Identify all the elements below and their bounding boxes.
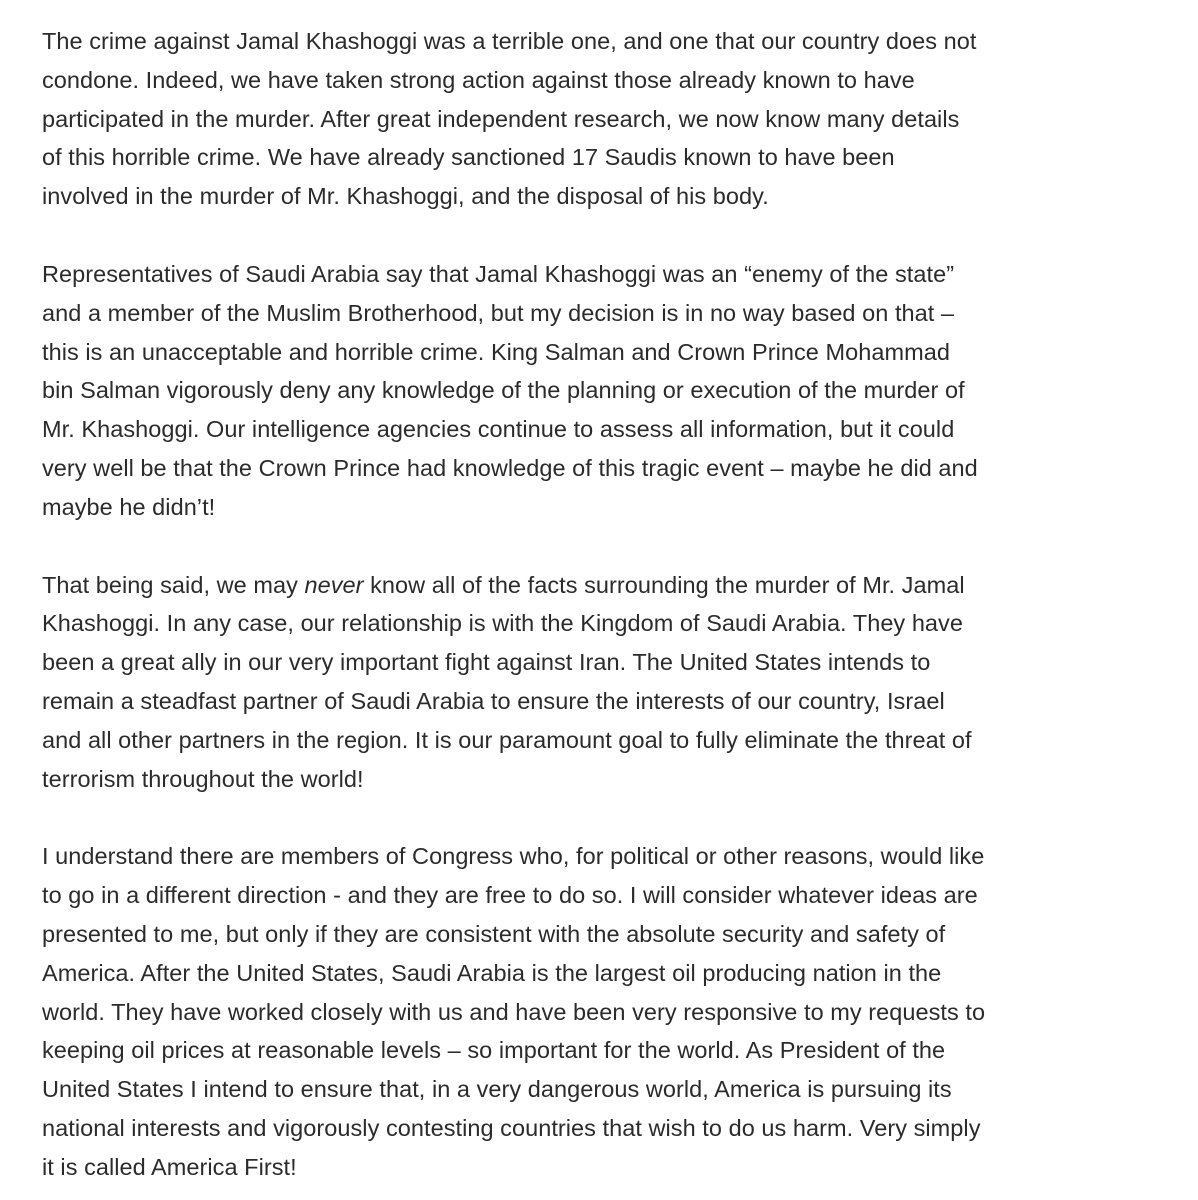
paragraph-4 <box>42 837 1168 1186</box>
text-line: remain a steadfast partner of Saudi Arabia to ensure the interests of our country, Israel <box>42 687 945 714</box>
text-line: involved in the murder of Mr. Khashoggi, and the disposal of his body. <box>42 183 769 210</box>
text-line: of this horrible crime. We have already sanctioned 17 Saudis known to have been <box>42 144 895 171</box>
text-line: The crime against Jamal Khashoggi was a terrible one, and one that our country does not <box>42 28 977 54</box>
text-line: America. After the United States, Saudi Arabia is the largest oil producing nation in the <box>42 959 942 986</box>
text-line: to go in a different direction - and they are free to do so. I will consider whatever ideas are <box>42 882 978 909</box>
text-line: keeping oil prices at reasonable levels – so important for the world. As President of the <box>42 1037 946 1064</box>
paragraph-2 <box>42 255 1168 527</box>
text-line: bin Salman vigorously deny any knowledge of the planning or execution of the murder of <box>42 377 965 404</box>
text-line: Khashoggi. In any case, our relationship is with the Kingdom of Saudi Arabia. They have <box>42 610 963 637</box>
text-segment: know all of the facts surrounding the murder of Mr. Jamal <box>363 571 965 598</box>
text-line: presented to me, but only if they are consistent with the absolute security and safety of <box>42 920 946 947</box>
text-line-with-emphasis <box>42 566 1168 605</box>
emphasis-text: never <box>304 571 364 598</box>
text-line: condone. Indeed, we have taken strong action against those already known to have <box>42 66 915 93</box>
text-line: very well be that the Crown Prince had knowledge of this tragic event – maybe he did and <box>42 454 978 481</box>
text-line: and all other partners in the region. It is our paramount goal to fully eliminate the threat of <box>42 726 972 753</box>
text-line: world. They have worked closely with us and have been very responsive to my requests to <box>42 998 986 1025</box>
paragraph-3 <box>42 566 1168 799</box>
text-line: this is an unacceptable and horrible crime. King Salman and Crown Prince Mohammad <box>42 338 950 365</box>
text-line: terrorism throughout the world! <box>42 765 364 792</box>
text-line: national interests and vigorously contesting countries that wish to do us harm. Very simply <box>42 1114 981 1141</box>
text-line: Representatives of Saudi Arabia say that Jamal Khashoggi was an “enemy of the state” <box>42 260 955 287</box>
text-line: Mr. Khashoggi. Our intelligence agencies continue to assess all information, but it could <box>42 416 955 443</box>
text-line: participated in the murder. After great independent research, we now know many details <box>42 105 960 132</box>
text-line: I understand there are members of Congress who, for political or other reasons, would like <box>42 843 985 870</box>
text-line: United States I intend to ensure that, in a very dangerous world, America is pursuing its <box>42 1076 952 1103</box>
text-line: and a member of the Muslim Brotherhood, but my decision is in no way based on that – <box>42 299 955 326</box>
text-line: maybe he didn’t! <box>42 493 216 520</box>
text-line: it is called America First! <box>42 1153 297 1180</box>
text-segment: That being said, we may <box>42 571 305 598</box>
text-line: been a great ally in our very important fight against Iran. The United States intends to <box>42 649 931 676</box>
paragraph-1 <box>42 22 1168 216</box>
